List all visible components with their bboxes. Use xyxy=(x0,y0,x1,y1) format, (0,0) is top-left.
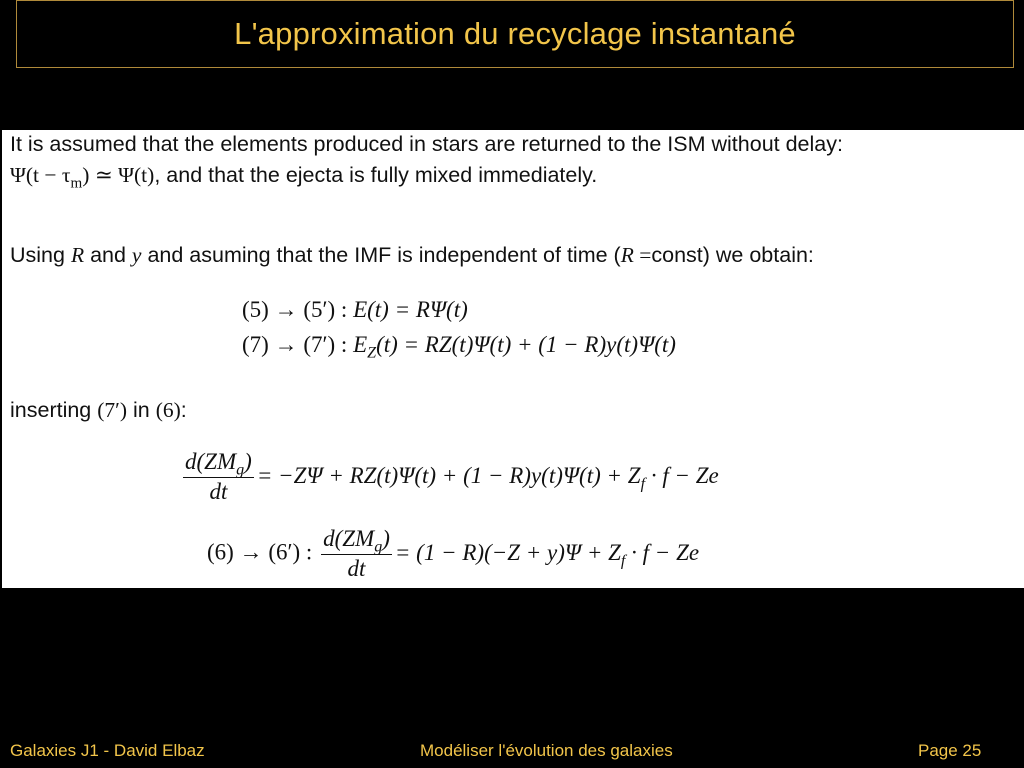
fraction-dZMg-dt: $\frac{d(ZM_g)}{dt}$ xyxy=(185,449,252,504)
fraction-dZMg-dt-2: $\frac{d(ZM_g)}{dt}$ xyxy=(323,526,390,581)
paragraph-1-line-2-text: , and that the ejecta is fully mixed immediately. xyxy=(154,163,598,187)
equation-7-label: (7) → (7′) : xyxy=(242,332,348,357)
footer-page-number: Page 25 xyxy=(918,741,982,760)
slide-title: L'approximation du recyclage instantané xyxy=(234,16,796,51)
equation-6-prime-rhs: = $(1 - R)(-Z + y)\Psi + Z_f \cdot f - Ze$ xyxy=(394,539,700,570)
equation-6-expanded xyxy=(180,448,719,507)
equation-5-label: (5) → (5′) : xyxy=(242,297,348,322)
equation-5-prime xyxy=(242,297,468,323)
math-psi-lhs: $\Psi(t - \tau_m)$ ≃ Ψ(t) xyxy=(10,163,155,192)
inserting-line: inserting (7′) in (6): xyxy=(10,398,187,422)
equation-6-rhs: = $-Z\Psi + RZ(t)\Psi(t) + (1 - R)y(t)\Psi(t) + Z_f \cdot f - Ze$ xyxy=(256,462,719,493)
equation-6-prime xyxy=(207,525,699,584)
equation-7-body: $E_Z(t) = RZ(t)\Psi(t) + (1 - R)y(t)\Psi(t)$ xyxy=(353,332,676,362)
footer-left: Galaxies J1 - David Elbaz xyxy=(10,741,205,760)
paragraph-1-line-2 xyxy=(10,163,598,192)
equation-5-body: E(t) = RΨ(t) xyxy=(353,297,468,322)
footer-center: Modéliser l'évolution des galaxies xyxy=(420,741,673,760)
slide-content xyxy=(2,130,1024,588)
equation-6-label: (6) → (6′) : xyxy=(207,539,313,565)
title-bar xyxy=(16,0,1014,68)
equation-7-prime xyxy=(242,332,676,362)
paragraph-2: Using R and y and asuming that the IMF is independent of time (R =const) we obtain: xyxy=(10,243,814,267)
paragraph-1-line-1: It is assumed that the elements produced in stars are returned to the ISM without delay: xyxy=(10,132,843,156)
